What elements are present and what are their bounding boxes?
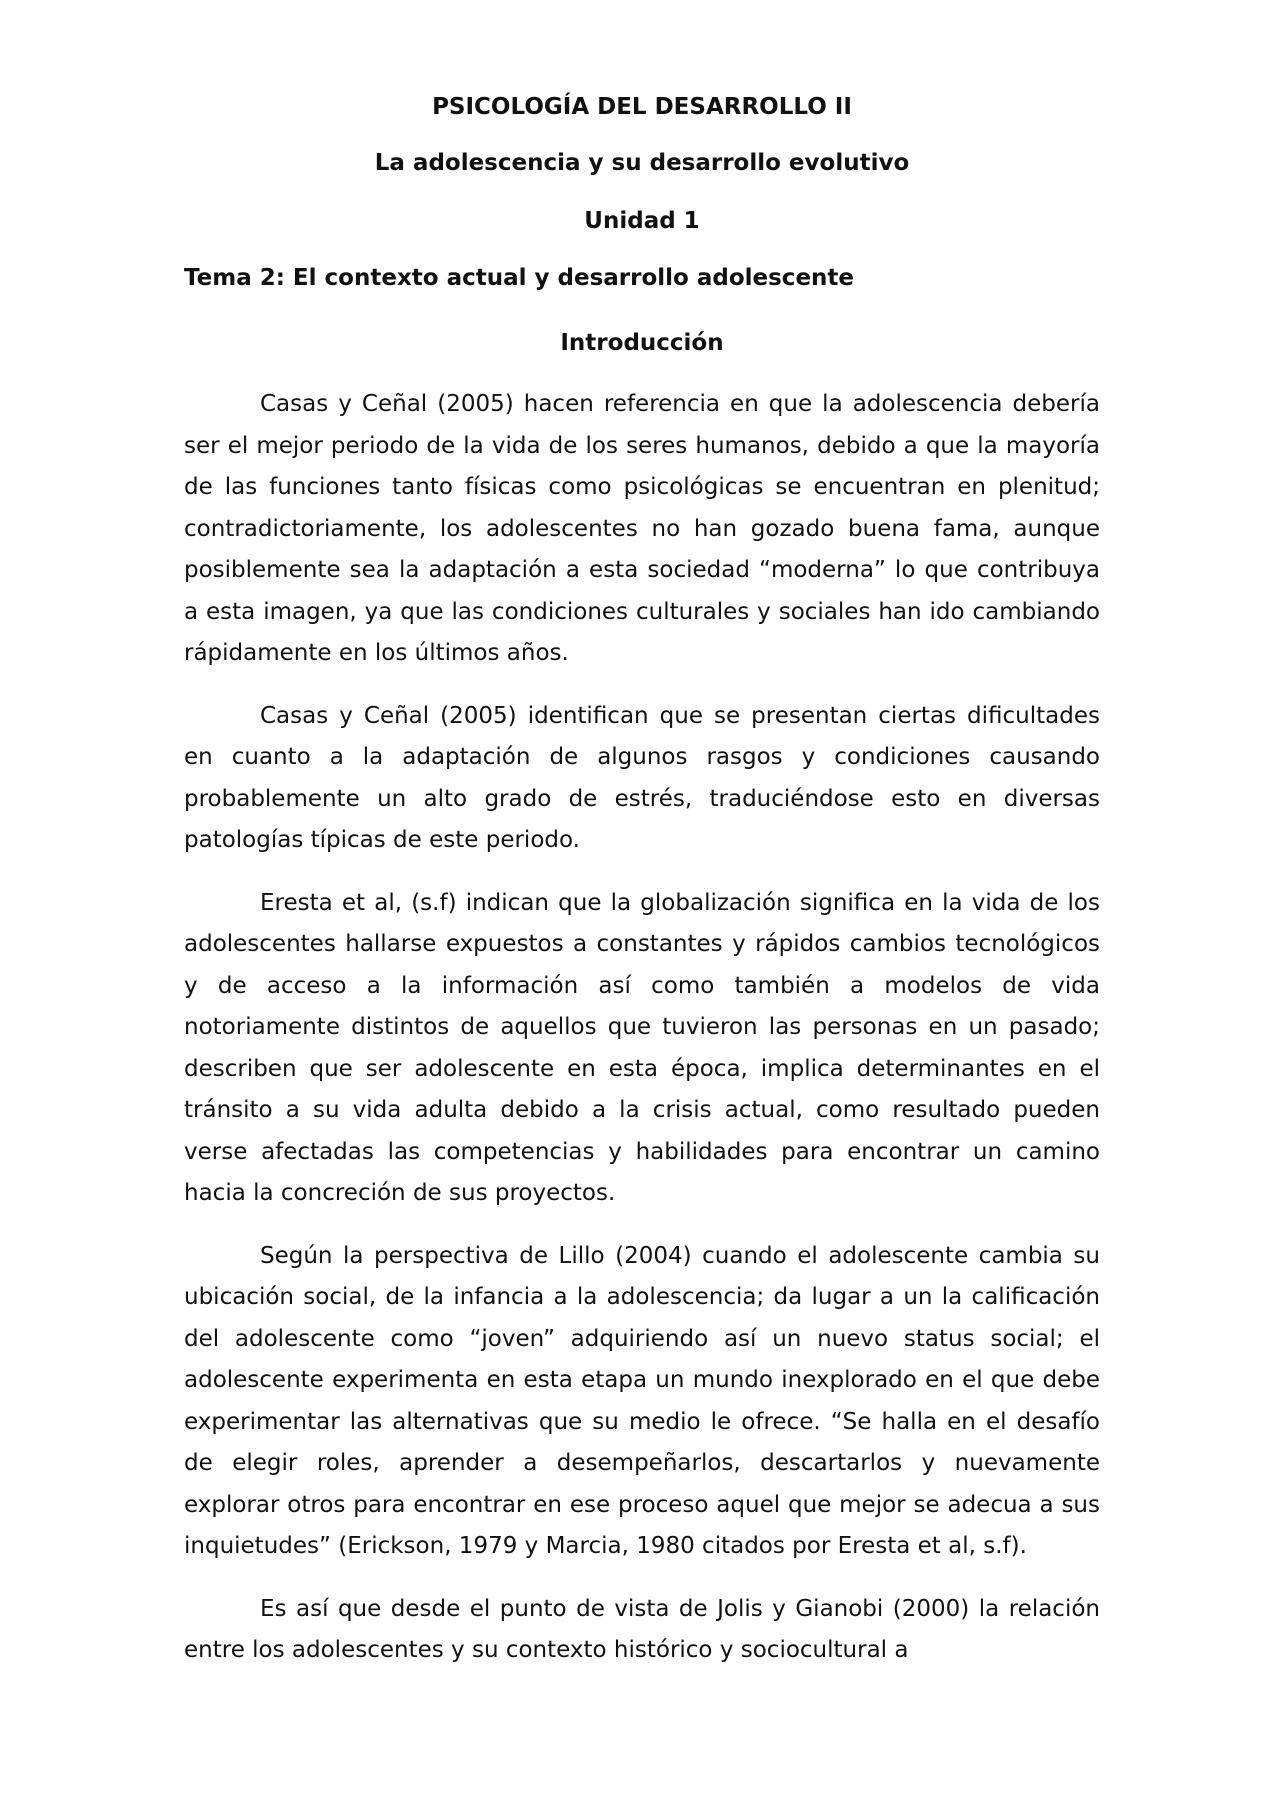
body-text [184,384,1100,1672]
paragraph: Casas y Ceñal (2005) hacen referencia en que la adolescencia debería ser el mejor periodo de la vida de los seres humanos, debido a que la mayoría de las funciones tanto físicas como psicológicas se encuentran en plenitud; contradictoriamente, los adolescentes no han gozado buena fama, aunque posiblemente sea la adaptación a esta sociedad “moderna” lo que contribuya a esta imagen, ya que las condiciones culturales y sociales han ido cambiando rápidamente en los últimos años. [184,391,1100,666]
document-page [184,80,1100,1693]
paragraph: Eresta et al, (s.f) indican que la globalización significa en la vida de los adolescentes hallarse expuestos a constantes y rápidos cambios tecnológicos y de acceso a la información así como también a modelos de vida notoriamente distintos de aquellos que tuvieron las personas en un pasado; describen que ser adolescente en esta época, implica determinantes en el tránsito a su vida adulta debido a la crisis actual, como resultado pueden verse afectadas las competencias y habilidades para encontrar un camino hacia la concreción de sus proyectos. [184,889,1100,1206]
document-subtitle: La adolescencia y su desarrollo evolutivo [374,150,910,176]
paragraph: Es así que desde el punto de vista de Jolis y Gianobi (2000) la relación entre los adolescentes y su contexto histórico y sociocultural a [184,1595,1100,1663]
paragraph: Según la perspectiva de Lillo (2004) cuando el adolescente cambia su ubicación social, de la infancia a la adolescencia; da lugar a un la calificación del adolescente como “joven” adquiriendo así un nuevo status social; el adolescente experimenta en esta etapa un mundo inexplorado en el que debe experimentar las alternativas que su medio le ofrece. “Se halla en el desafío de elegir roles, aprender a desempeñarlos, descartarlos y nuevamente explorar otros para encontrar en ese proceso aquel que mejor se adecua a sus inquietudes” (Erickson, 1979 y Marcia, 1980 citados por Eresta et al, s.f). [184,1242,1100,1559]
unit-label: Unidad 1 [584,208,700,234]
topic-heading: Tema 2: El contexto actual y desarrollo adolescente [184,265,855,291]
section-heading: Introducción [560,330,724,356]
document-title: PSICOLOGÍA DEL DESARROLLO II [432,94,852,120]
paragraph: Casas y Ceñal (2005) identifican que se presentan ciertas dificultades en cuanto a la adaptación de algunos rasgos y condiciones causando probablemente un alto grado de estrés, traduciéndose esto en diversas patologías típicas de este periodo. [184,702,1100,853]
